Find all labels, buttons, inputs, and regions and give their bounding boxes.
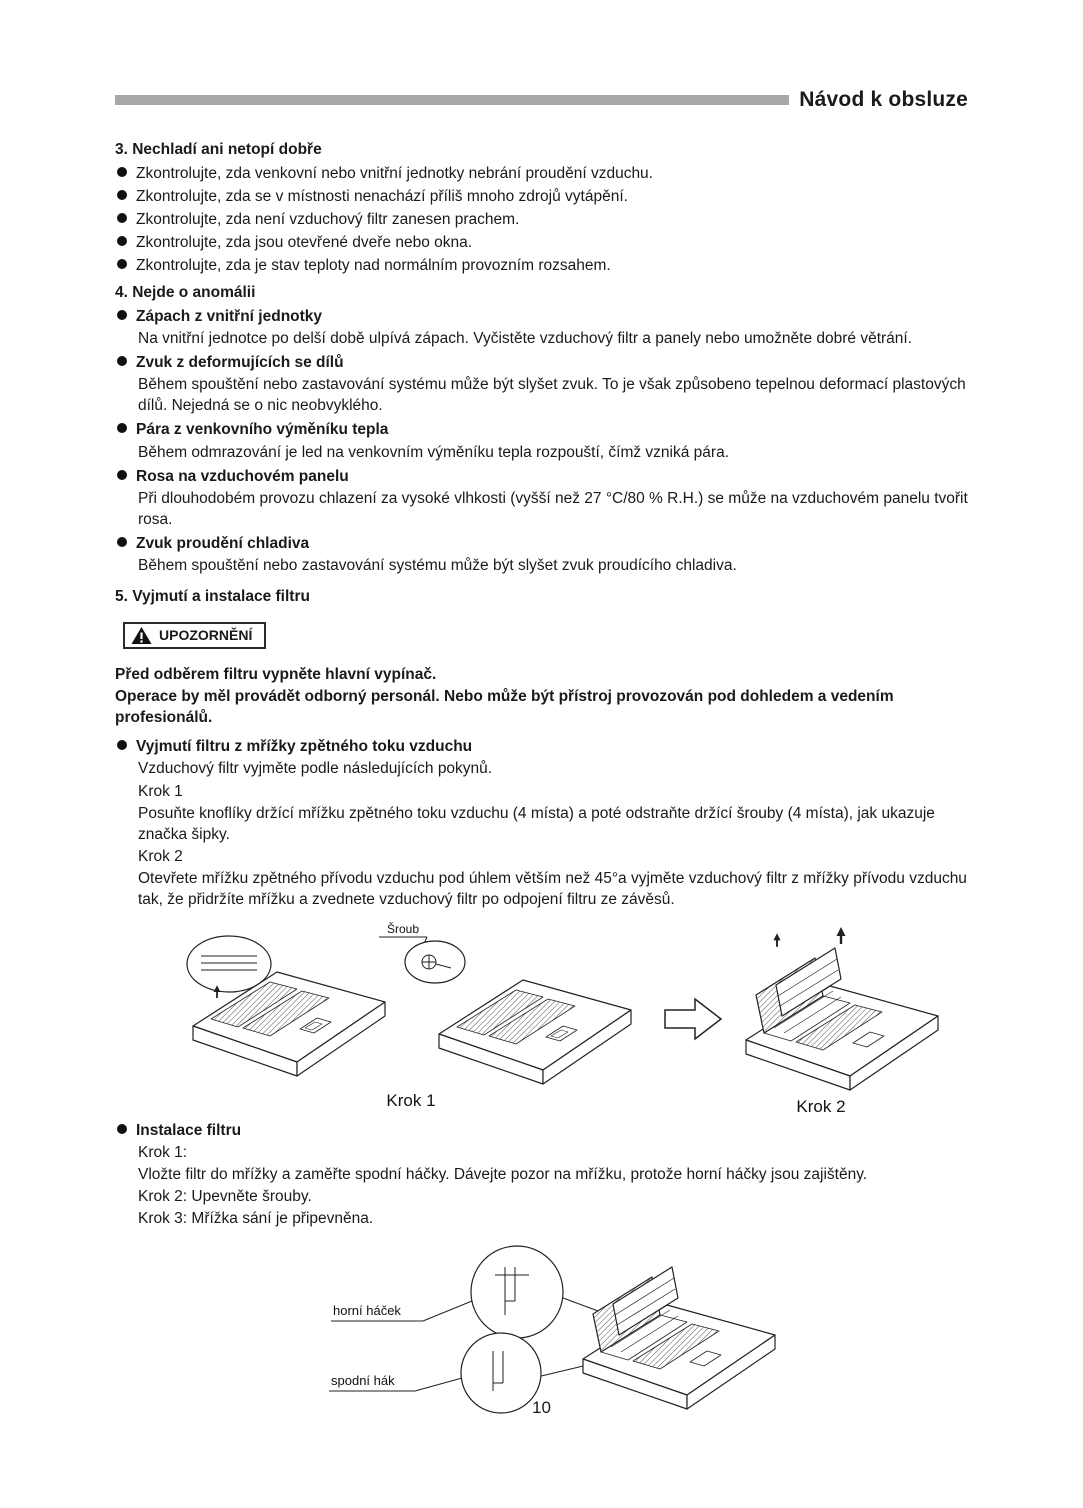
bullet-icon [117, 423, 127, 433]
upper-hook-magnifier [471, 1246, 563, 1338]
filter-removal-figure [173, 920, 973, 1118]
list-item [115, 163, 968, 184]
checklist-text: Zkontrolujte, zda se v místnosti nenachází příliš mnoho zdrojů vytápění. [136, 187, 628, 205]
bullet-icon [117, 213, 127, 223]
bullet-icon [117, 167, 127, 177]
checklist-text: Zkontrolujte, zda jsou otevřené dveře nebo okna. [136, 233, 473, 251]
install-step3: Krok 3: Mřížka sání je připevněna. [138, 1210, 374, 1228]
warning-icon [131, 626, 152, 645]
entry-title: Rosa na vzduchovém panelu [136, 467, 349, 485]
anomaly-entry [115, 306, 968, 349]
install-step1-label: Krok 1: [138, 1144, 188, 1162]
ac-unit-open-illustration [583, 1267, 775, 1409]
anomaly-entry [115, 352, 968, 416]
section-3-title: 3. Nechladí ani netopí dobře [115, 140, 322, 158]
list-item [115, 255, 968, 276]
entry-body: Na vnitřní jednotce po delší době ulpívá zápach. Vyčistěte vzduchový filtr a panely nebo umožněte dobré větrání. [138, 330, 913, 348]
checklist-text: Zkontrolujte, zda je stav teploty nad normálním provozním rozsahem. [136, 256, 611, 274]
entry-body: Během spouštění nebo zastavování systému může být slyšet zvuk. To je však způsobeno tepelnou deformací plastových dílů. Nejedná se o nic neobvyklého. [138, 376, 966, 415]
header-rule [115, 95, 789, 105]
removal-intro: Vzduchový filtr vyjměte podle následujících pokynů. [138, 760, 493, 778]
bullet-icon [117, 259, 127, 269]
checklist-text: Zkontrolujte, zda není vzduchový filtr zanesen prachem. [136, 210, 520, 228]
up-arrow-icon [837, 927, 846, 944]
upper-hook-label: horní háček [333, 1303, 401, 1319]
page-header [115, 86, 968, 115]
step-arrow-icon [665, 999, 721, 1039]
anomaly-entry [115, 419, 968, 462]
bullet-icon [117, 537, 127, 547]
entry-heading [115, 419, 968, 440]
entry-title: Zvuk z deformujících se dílů [136, 354, 344, 372]
latch-detail-magnifier [187, 936, 271, 992]
entry-heading [115, 736, 968, 757]
bullet-icon [117, 356, 127, 366]
list-item [115, 186, 968, 207]
bullet-icon [117, 310, 127, 320]
up-arrow-icon [773, 933, 780, 947]
figure1-caption-step2: Krok 2 [796, 1097, 846, 1116]
step1-label: Krok 1 [138, 782, 183, 800]
bullet-icon [117, 190, 127, 200]
anomaly-entry [115, 466, 968, 530]
entry-title: Zvuk proudění chladiva [136, 534, 310, 552]
entry-title: Zápach z vnitřní jednotky [136, 308, 323, 326]
section-troubleshooting [115, 139, 968, 276]
ac-unit-open-illustration [746, 948, 938, 1090]
entry-body: Během spouštění nebo zastavování systému může být slyšet zvuk proudícího chladiva. [138, 556, 737, 574]
step1-body: Posuňte knoflíky držící mřížku zpětného toku vzduchu (4 místa) a poté odstraňte držící šrouby (4 místa), jak ukazuje značka šipky. [138, 804, 935, 843]
install-step2: Krok 2: Upevněte šrouby. [138, 1188, 312, 1206]
warning-box [123, 622, 266, 649]
bullet-icon [117, 1124, 127, 1134]
entry-body: Při dlouhodobém provozu chlazení za vysoké vlhkosti (vyšší než 27 °C/80 % R.H.) se může na vzduchovém panelu tvořit rosa. [138, 489, 968, 528]
filter-removal [115, 736, 968, 910]
entry-title: Vyjmutí filtru z mřížky zpětného toku vzduchu [136, 738, 473, 756]
page-number: 10 [532, 1398, 551, 1417]
entry-heading [115, 466, 968, 487]
entry-body: Během odmrazování je led na venkovním výměníku tepla rozpouští, čímž vzniká pára. [138, 443, 730, 461]
page-title: Návod k obsluze [799, 88, 968, 111]
entry-heading [115, 533, 968, 554]
warning-label: UPOZORNĚNÍ [159, 627, 253, 644]
list-item [115, 209, 968, 230]
figure1-caption-step1: Krok 1 [386, 1091, 436, 1110]
bullet-icon [117, 236, 127, 246]
filter-install [115, 1120, 968, 1229]
list-item [115, 232, 968, 253]
section-5-title: 5. Vyjmutí a instalace filtru [115, 588, 310, 606]
entry-heading [115, 352, 968, 373]
install-step1-body: Vložte filtr do mřížky a zaměřte spodní háčky. Dávejte pozor na mřížku, protože horní háčky jsou zajištěny. [138, 1166, 868, 1184]
ac-unit-illustration [439, 980, 631, 1084]
anomaly-entry [115, 533, 968, 576]
checklist-text: Zkontrolujte, zda venkovní nebo vnitřní jednotky nebrání proudění vzduchu. [136, 164, 653, 182]
step2-body: Otevřete mřížku zpětného přívodu vzduchu pod úhlem větším než 45°a vyjměte vzduchový filtr z mřížky přívodu vzduchu tak, že přidržíte mřížku a zvednete vzduchový filtr po odpojení filtru ze závěsů. [138, 869, 967, 908]
entry-title: Pára z venkovního výměníku tepla [136, 421, 389, 439]
section-not-anomaly [115, 282, 968, 576]
entry-heading [115, 306, 968, 327]
bullet-icon [117, 740, 127, 750]
entry-heading [115, 1120, 968, 1141]
step2-label: Krok 2 [138, 847, 183, 865]
bullet-icon [117, 470, 127, 480]
warning-line: Operace by měl provádět odborný personál. Nebo může být přístroj provozován pod dohledem a vedením profesionálů. [115, 688, 894, 727]
warning-line: Před odběrem filtru vypněte hlavní vypínač. [115, 666, 437, 684]
screw-label: Šroub [386, 922, 420, 936]
entry-title: Instalace filtru [136, 1122, 242, 1139]
section-filter [115, 586, 968, 1440]
lower-hook-label: spodní hák [331, 1373, 395, 1389]
section-4-title: 4. Nejde o anomálii [115, 284, 256, 302]
